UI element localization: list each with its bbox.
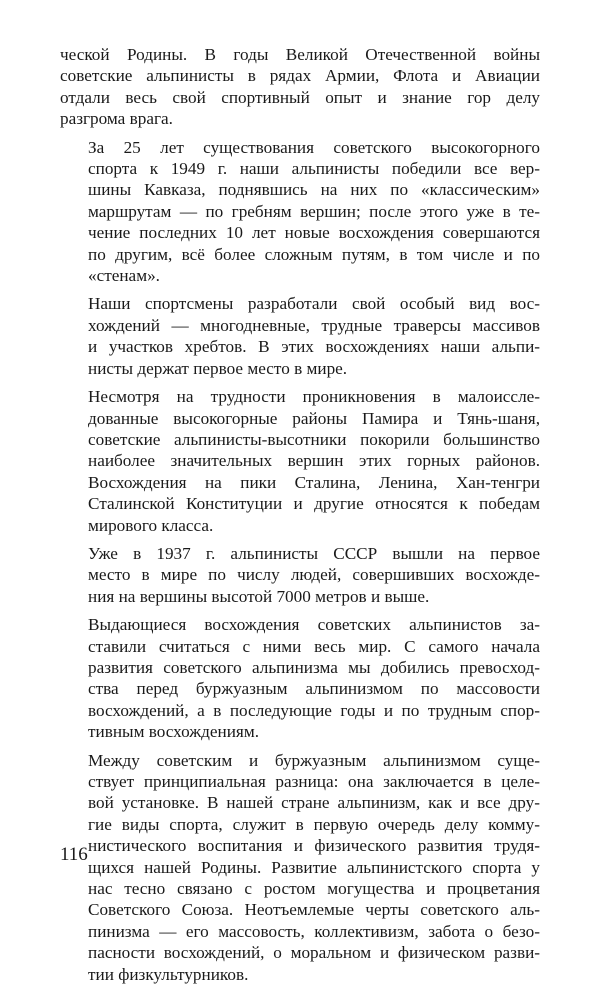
text-line: разгрома врага. [60, 109, 173, 129]
text-line: Наши спортсмены разработали свой особый вид вос- [88, 294, 540, 314]
text-line: по другим, всё более сложным путям, в том числе и по [88, 244, 540, 264]
text-line: чение последних 10 лет новые восхождения совершаются [88, 223, 540, 243]
text-line: советские альпинисты-высотники покорили большинство [88, 429, 540, 449]
text-column [60, 44, 540, 985]
text-line: развития советского альпинизма мы добились превосход- [88, 657, 540, 677]
paragraph [60, 386, 540, 536]
text-line: гие виды спорта, служит в первую очередь делу комму- [88, 814, 540, 834]
text-line: Сталинской Конституции и другие относятся к победам [88, 494, 540, 514]
paragraph [60, 44, 540, 130]
text-line: пинизма — его массовость, коллективизм, забота о безо- [88, 921, 540, 941]
text-line: ческой Родины. В годы Великой Отечественной войны [60, 45, 540, 64]
text-line: советские альпинисты в рядах Армии, Флота и Авиации [60, 66, 540, 86]
text-line: нисты держат первое место в мире. [88, 358, 348, 378]
text-line: маршрутам — по гребням вершин; после этого уже в те- [88, 201, 540, 221]
text-line: ставили считаться с ними весь мир. С самого начала [88, 636, 540, 656]
text-line: дованные высокогорные районы Памира и Тянь-шаня, [88, 408, 540, 428]
text-line: Уже в 1937 г. альпинисты СССР вышли на первое [88, 543, 540, 563]
text-line: ства перед буржуазным альпинизмом по массовости [88, 679, 540, 699]
text-line: место в мире по числу людей, совершивших восхожде- [88, 565, 540, 585]
text-line: тии физкультурников. [88, 964, 249, 984]
text-line: Между советским и буржуазным альпинизмом суще- [88, 750, 540, 770]
paragraph [60, 543, 540, 607]
page-number: 116 [60, 844, 88, 865]
text-line: За 25 лет существования советского высокогорного [88, 137, 540, 157]
text-line: хождений — многодневные, трудные траверсы массивов [88, 315, 540, 335]
text-line: и участков хребтов. В этих восхождениях наши альпи- [88, 337, 540, 357]
text-line: вой установке. В нашей стране альпинизм, как и все дру- [88, 793, 540, 813]
text-line: пасности восхождений, о моральном и физическом разви- [88, 943, 540, 963]
text-line: нас тесно связано с ростом могущества и процветания [88, 879, 540, 899]
text-line: Восхождения на пики Сталина, Ленина, Хан-тенгри [88, 472, 540, 492]
text-line: нистического воспитания и физического развития трудя- [88, 836, 540, 856]
text-line: шины Кавказа, поднявшись на них по «классическим» [88, 180, 540, 200]
text-line: отдали весь свой спортивный опыт и знание гор делу [60, 87, 540, 107]
text-line: наиболее значительных вершин этих горных районов. [88, 451, 540, 471]
text-line: щихся нашей Родины. Развитие альпинистского спорта у [88, 857, 540, 877]
text-line: спорта к 1949 г. наши альпинисты победили все вер- [88, 159, 540, 179]
text-line: восхождений, а в последующие годы и по трудным спор- [88, 700, 540, 720]
paragraph [60, 293, 540, 379]
text-line: Выдающиеся восхождения советских альпинистов за- [88, 615, 540, 635]
text-line: «стенам». [88, 266, 160, 286]
paragraph [60, 750, 540, 985]
text-line: Советского Союза. Неотъемлемые черты советского аль- [88, 900, 540, 920]
text-line: мирового класса. [88, 515, 214, 535]
paragraph [60, 137, 540, 287]
text-line: тивным восхождениям. [88, 722, 259, 742]
paragraph [60, 614, 540, 742]
text-line: Несмотря на трудности проникновения в малоиссле- [88, 387, 540, 407]
text-line: ствует принципиальная разница: она заключается в целе- [88, 772, 540, 791]
text-line: ния на вершины высотой 7000 метров и выше. [88, 586, 430, 606]
